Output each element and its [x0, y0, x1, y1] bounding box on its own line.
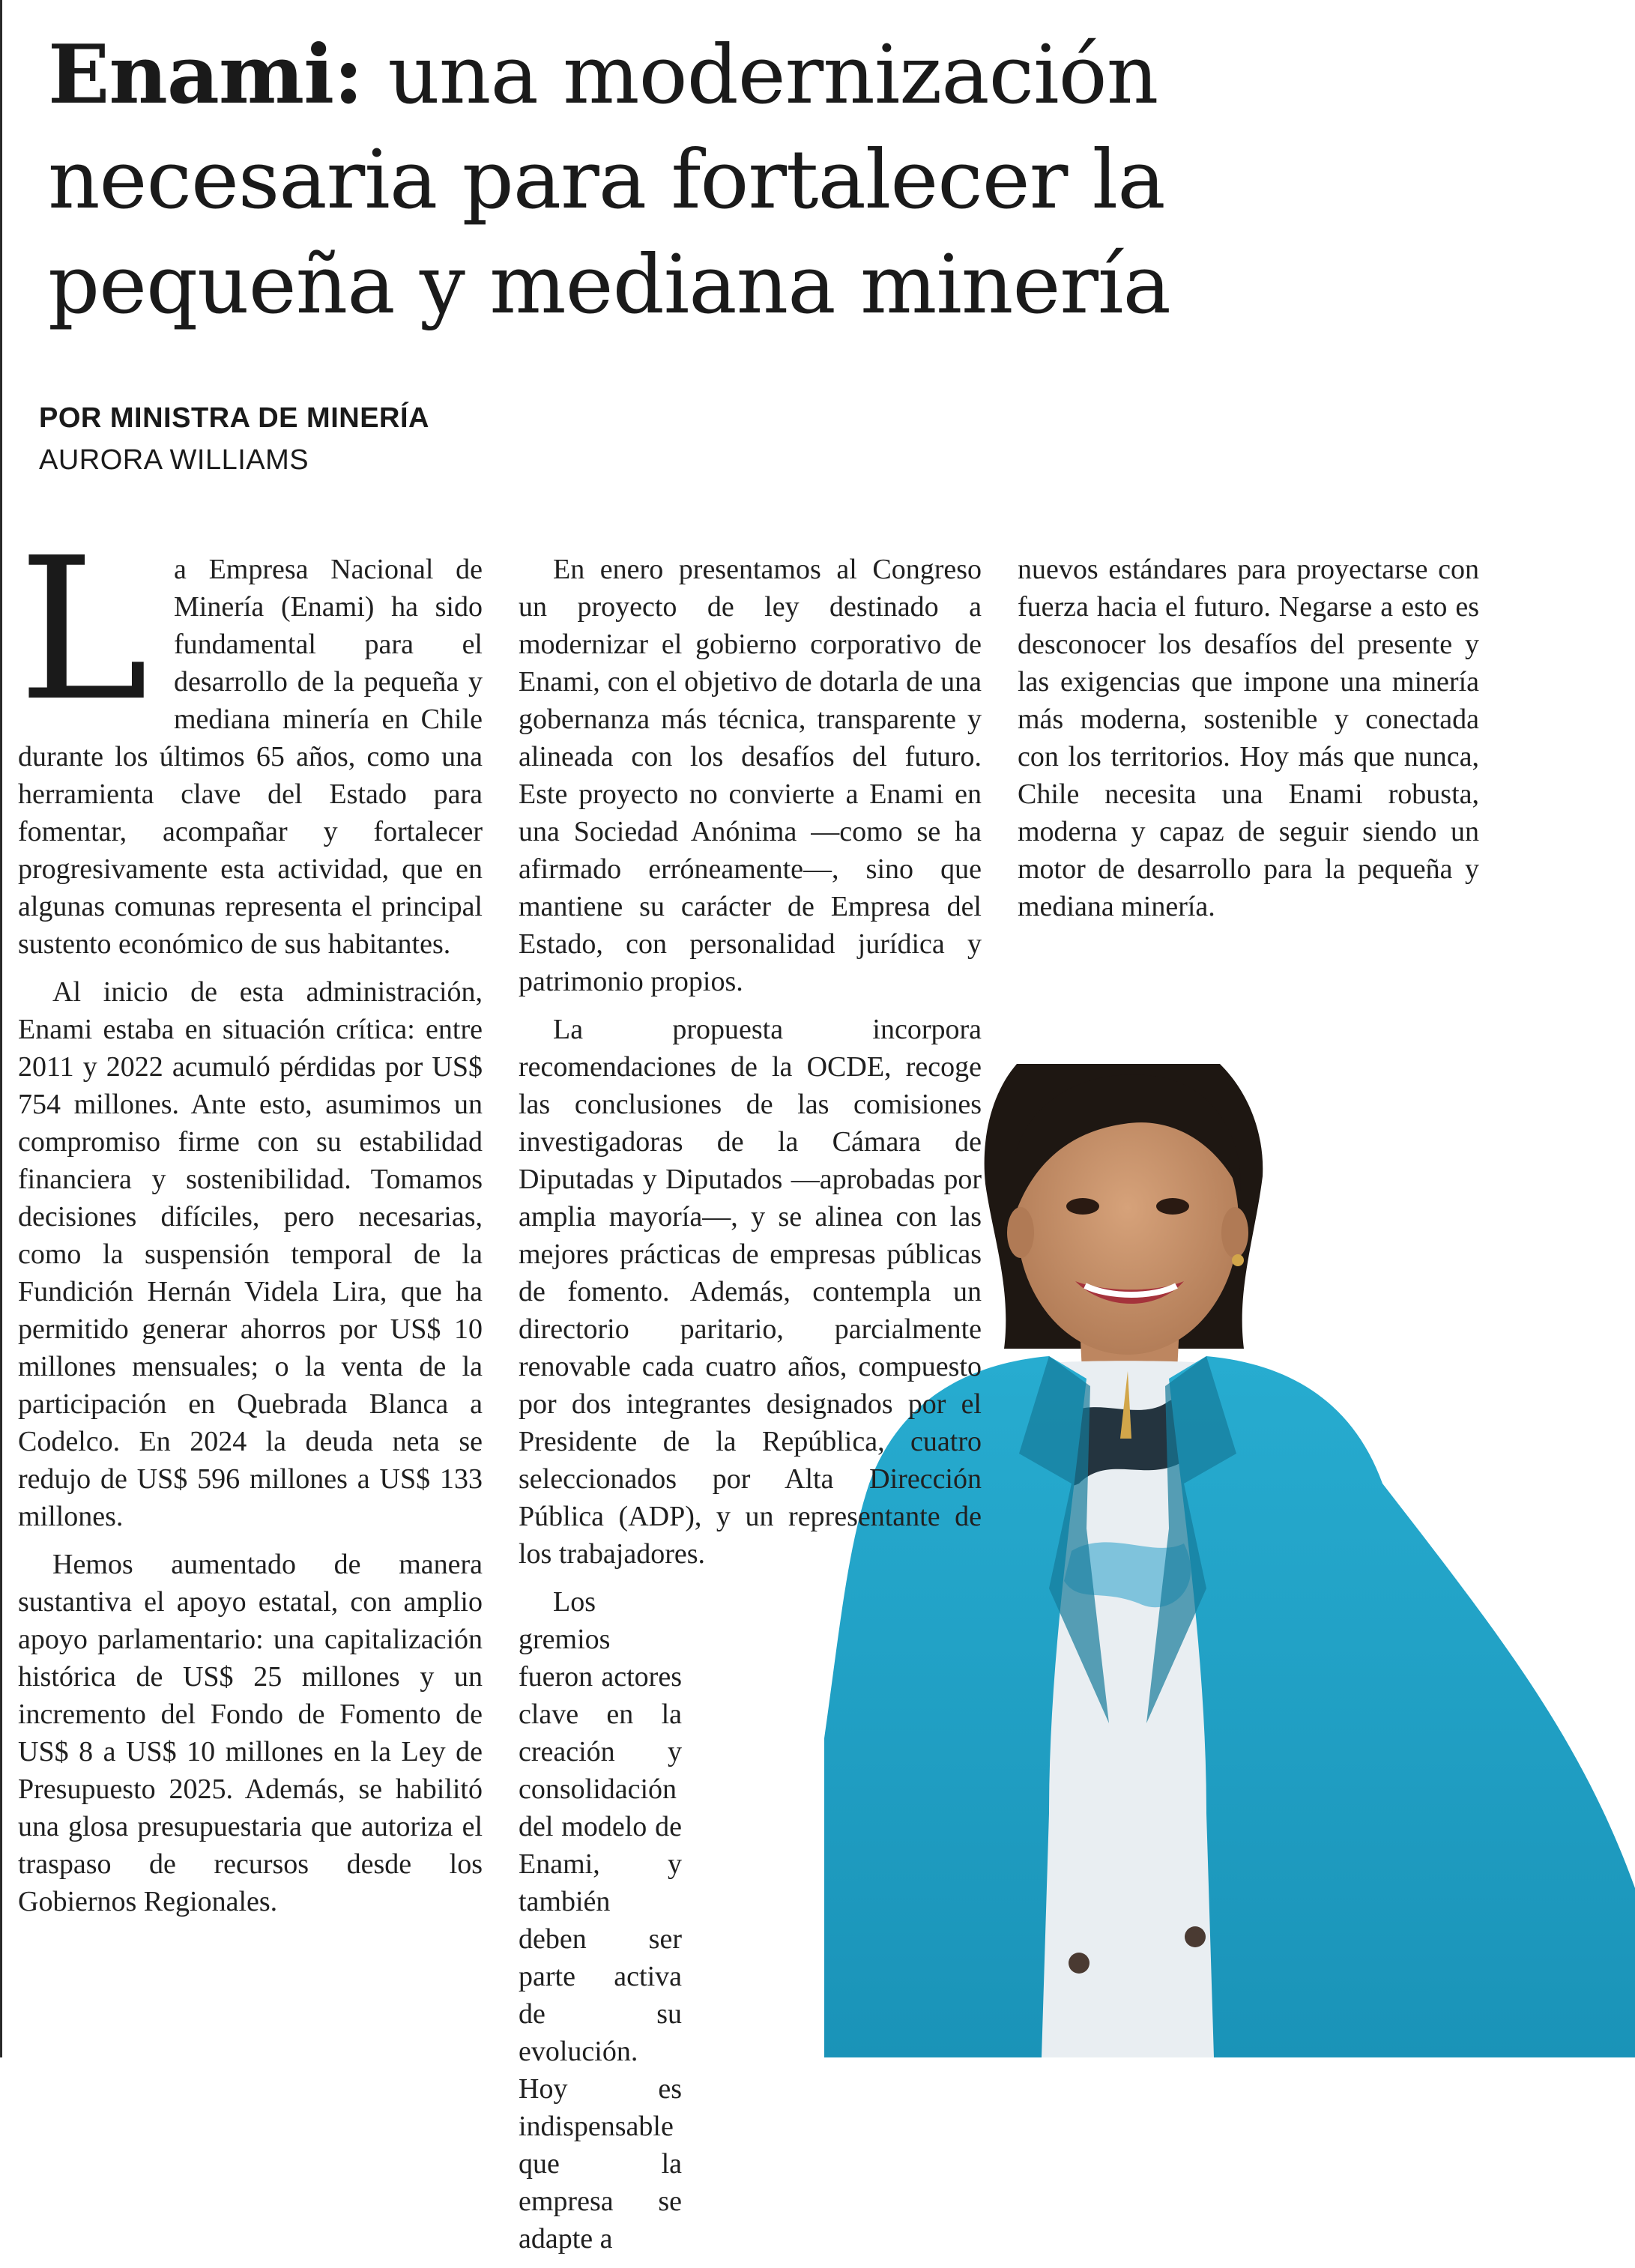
paragraph-2: Al inicio de esta administración, Enami estaba en situación crítica: entre 2011 y 2022 acumuló pérdidas por US$ 754 millones. Ante esto, asumimos un compromiso firme con su estabilidad financiera y sostenibilidad. Tomamos decisiones difíciles, pero necesarias, como la suspensión temporal de la Fundición Hernán Videla Lira, que ha permitido generar ahorros por US$ 10 millones mensuales; o la venta de la participación en Quebrada Blanca a Codelco. En 2024 la deuda neta se redujo de US$ 596 millones a US$ 133 millones.	[18, 976, 483, 1532]
byline	[39, 396, 429, 480]
page-left-rule	[0, 0, 2, 2057]
headline-text: una modernización necesaria para fortalecer la pequeña y mediana minería	[48, 28, 1170, 332]
paragraph-1: a Empresa Nacional de Minería (Enami) ha sido fundamental para el desarrollo de la pequeña y mediana minería en Chile durante los últimos 65 años, como una herramienta clave del Estado para fomentar, acompañar y fortalecer progresivamente esta actividad, que en algunas comunas representa el principal sustento económico de sus habitantes.	[18, 554, 483, 960]
article-column-2	[519, 551, 982, 2268]
paragraph-7: nuevos estándares para proyectarse con fuerza hacia el futuro. Negarse a esto es desconocer los desafíos del presente y las exigencias que impone una minería más moderna, sostenible y conectada con los territorios. Hoy más que nunca, Chile necesita una Enami robusta, moderna y capaz de seguir siendo un motor de desarrollo para la pequeña y mediana minería.	[1018, 554, 1479, 922]
byline-role: POR MINISTRA DE MINERÍA	[39, 402, 429, 434]
paragraph-5: La propuesta incorpora recomendaciones de la OCDE, recoge las conclusiones de las comisiones investigadoras de la Cámara de Diputadas y Diputados —aprobadas por amplia mayoría—, y se alinea con las mejores prácticas de empresas públicas de fomento. Además, contempla un directorio paritario, parcialmente renovable cada cuatro años, compuesto por dos integrantes designados por el Presidente de la República, cuatro seleccionados por Alta Dirección Pública (ADP), y un representante de los trabajadores.	[519, 1014, 982, 1570]
headline	[48, 22, 1472, 338]
article-column-1	[18, 515, 483, 1931]
paragraph-6: Los gremios fueron actores clave en la creación y consolidación del modelo de Enami, y también deben ser parte activa de su evolución. Hoy es indispensable que la empresa se adapte a	[519, 1586, 682, 2255]
headline-kicker: Enami:	[48, 28, 363, 122]
byline-author: AURORA WILLIAMS	[39, 444, 309, 476]
drop-cap: L	[18, 515, 148, 744]
paragraph-3: Hemos aumentado de manera sustantiva el apoyo estatal, con amplio apoyo parlamentario: una capitalización histórica de US$ 25 millones y un incremento del Fondo de Fomento de US$ 8 a US$ 10 millones en la Ley de Presupuesto 2025. Además, se habilitó una glosa presupuestaria que autoriza el traspaso de recursos desde los Gobiernos Regionales.	[18, 1549, 483, 1917]
article-column-3	[1018, 551, 1479, 936]
paragraph-4: En enero presentamos al Congreso un proyecto de ley destinado a modernizar el gobierno corporativo de Enami, con el objetivo de dotarla de una gobernanza más técnica, transparente y alineada con los desafíos del futuro. Este proyecto no convierte a Enami en una Sociedad Anónima —como se ha afirmado erróneamente—, sino que mantiene su carácter de Empresa del Estado, con personalidad jurídica y patrimonio propios.	[519, 554, 982, 997]
